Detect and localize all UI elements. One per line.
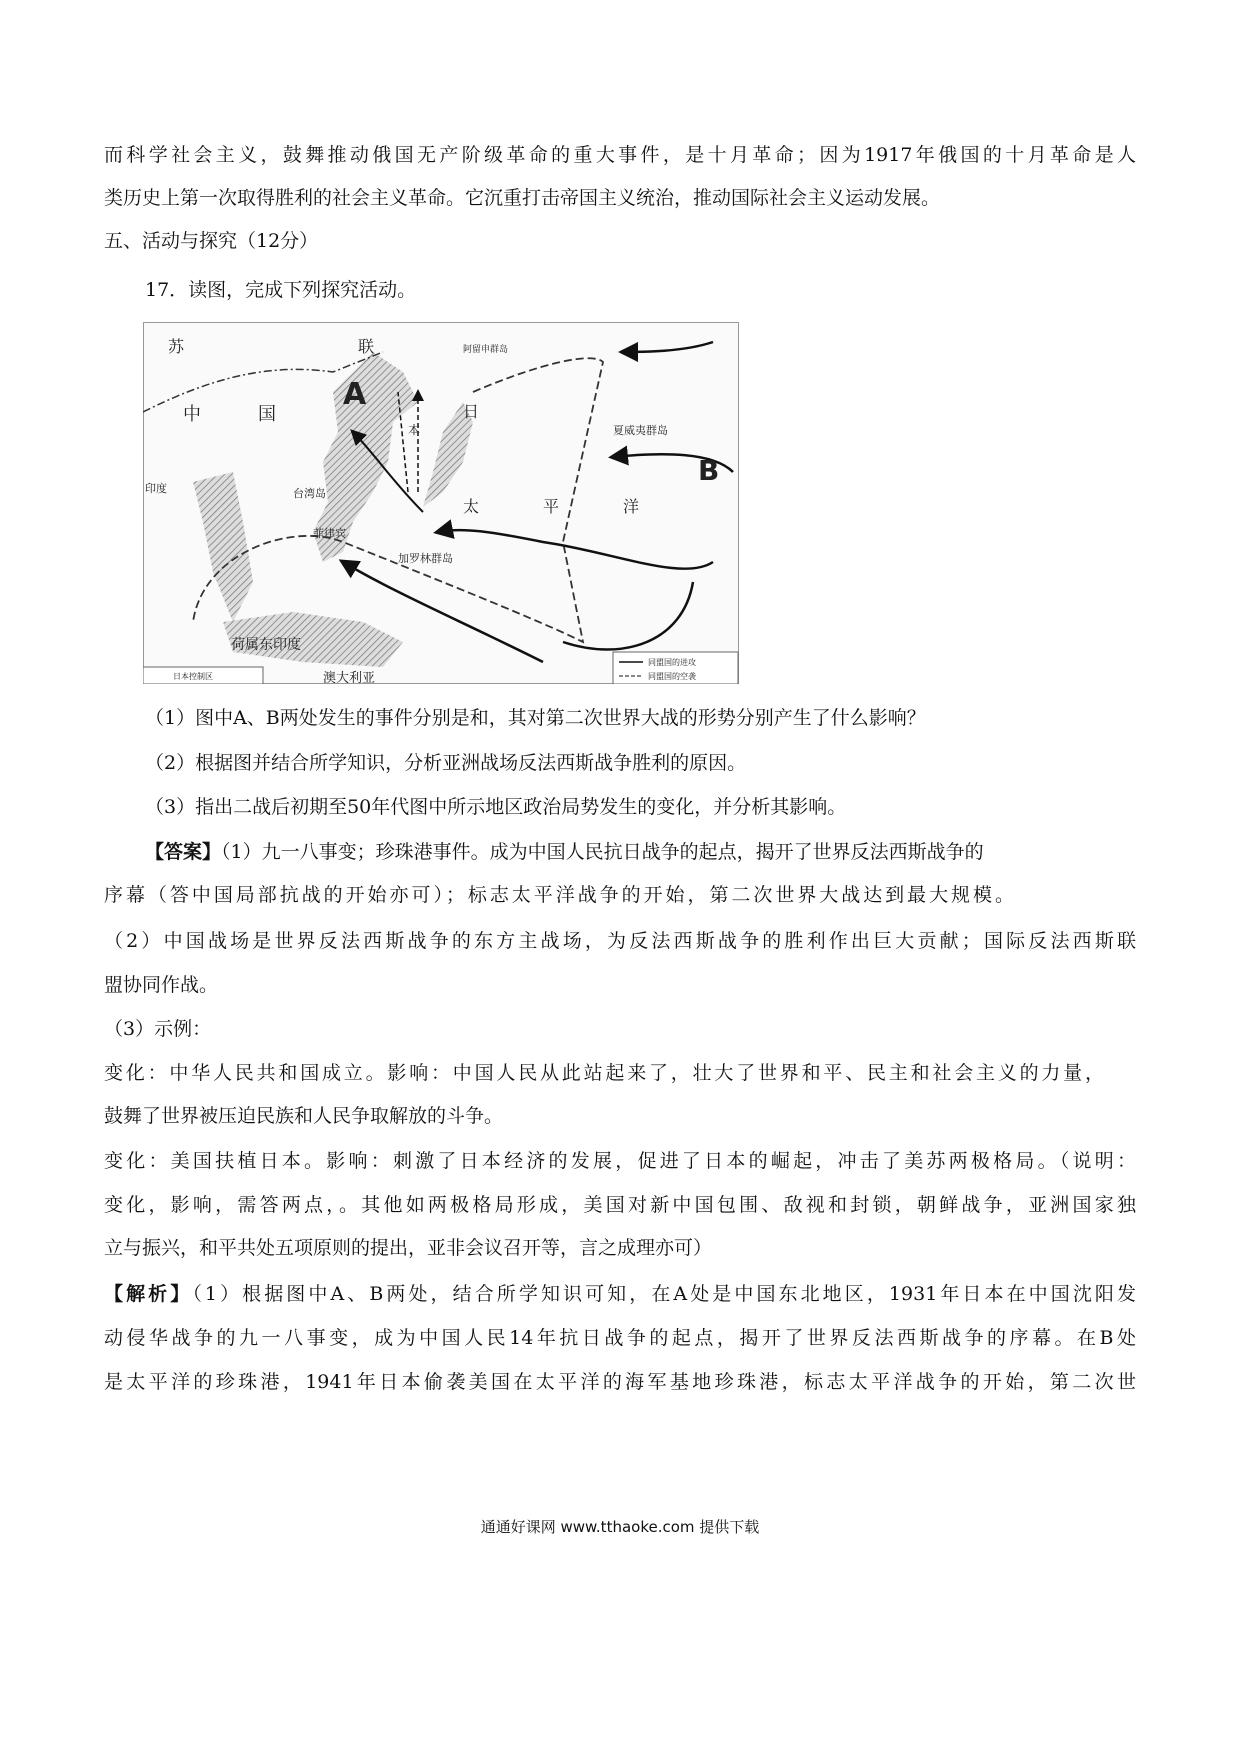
map-label: 加罗林群岛 [398,552,453,565]
question-item: （2）根据图并结合所学知识，分析亚洲战场反法西斯战争胜利的原因。 [145,752,747,774]
legend-item: 同盟国的进攻 [648,658,696,667]
analysis-line: 动侵华战争的九一八事变，成为中国人民14年抗日战争的起点，揭开了世界反法西斯战争的序幕。在B处 [104,1327,1136,1349]
answer-line: 序幕（答中国局部抗战的开始亦可）；标志太平洋战争的开始，第二次世界大战达到最大规模。 [104,884,1014,906]
answer-line: （3）示例： [104,1018,212,1040]
map-label: 菲律宾 [313,527,346,540]
map-label: 日 [463,402,480,421]
legend-item: 日本控制区 [173,672,213,681]
question-title: 17．读图，完成下列探究活动。 [145,279,417,301]
page-footer: 通通好课网 www.tthaoke.com 提供下载 [480,1518,760,1536]
map-label: 苏 [168,337,185,356]
analysis-line: 是太平洋的珍珠港，1941年日本偷袭美国在太平洋的海军基地珍珠港，标志太平洋战争的开始，第二次世 [104,1371,1136,1393]
answer-line: 盟协同作战。 [104,974,219,996]
paragraph-line: 类历史上第一次取得胜利的社会主义革命。它沉重打击帝国主义统治，推动国际社会主义运动发展。 [104,187,941,209]
answer-line: 变化，影响，需答两点，。其他如两极格局形成，美国对新中国包围、敌视和封锁，朝鲜战争，亚洲国家独 [104,1194,1136,1216]
question-item: （3）指出二战后初期至50年代图中所示地区政治局势发生的变化，并分析其影响。 [145,796,847,818]
map-label: 夏威夷群岛 [613,424,668,437]
analysis-line [104,1282,1136,1306]
map-label: 澳大利亚 [323,671,376,684]
answer-line [145,840,1013,864]
section-heading: 五、活动与探究（12分） [104,230,319,252]
question-item: （1）图中A、B两处发生的事件分别是和，其对第二次世界大战的形势分别产生了什么影响？ [145,707,926,729]
pacific-war-map [143,322,739,684]
legend-item: 同盟国的空袭 [648,672,696,681]
answer-line: 立与振兴，和平共处五项原则的提出，亚非会议召开等，言之成理亦可） [104,1237,713,1259]
answer-text: （1）九一八事变；珍珠港事件。成为中国人民抗日战争的起点，揭开了世界反法西斯战争的 [221,841,984,863]
map-marker-a: A [343,377,367,412]
map-label: 阿留申群岛 [463,345,509,355]
analysis-tag: 【解析】 [104,1283,193,1305]
map-marker-b: B [698,454,720,487]
answer-tag: 【答案】 [145,841,222,863]
map-label: 本 [408,423,421,437]
map-label: 中 [183,404,201,425]
map-label: 台湾岛 [293,487,326,500]
answer-line: 变化：美国扶植日本。影响：刺激了日本经济的发展，促进了日本的崛起，冲击了美苏两极格局。（说明： [104,1150,1136,1172]
map-label: 国 [258,404,276,425]
map-label: 联 [358,337,375,356]
map-label: 洋 [623,497,640,516]
map-label: 平 [543,497,560,516]
map-label: 荷属东印度 [231,637,301,653]
analysis-text: （1）根据图中A、B两处，结合所学知识可知，在A处是中国东北地区，1931年日本在中国沈阳发 [192,1283,1136,1305]
answer-line: 变化：中华人民共和国成立。影响：中国人民从此站起来了，壮大了世界和平、民主和社会主义的力量， [104,1062,1104,1084]
map-label: 太 [463,497,480,516]
answer-line: （2）中国战场是世界反法西斯战争的东方主战场，为反法西斯战争的胜利作出巨大贡献；国际反法西斯联 [104,930,1136,952]
map-label: 印度 [145,482,167,495]
answer-line: 鼓舞了世界被压迫民族和人民争取解放的斗争。 [104,1105,504,1127]
paragraph-line: 而科学社会主义，鼓舞推动俄国无产阶级革命的重大事件，是十月革命；因为1917年俄国的十月革命是人 [104,144,1136,166]
